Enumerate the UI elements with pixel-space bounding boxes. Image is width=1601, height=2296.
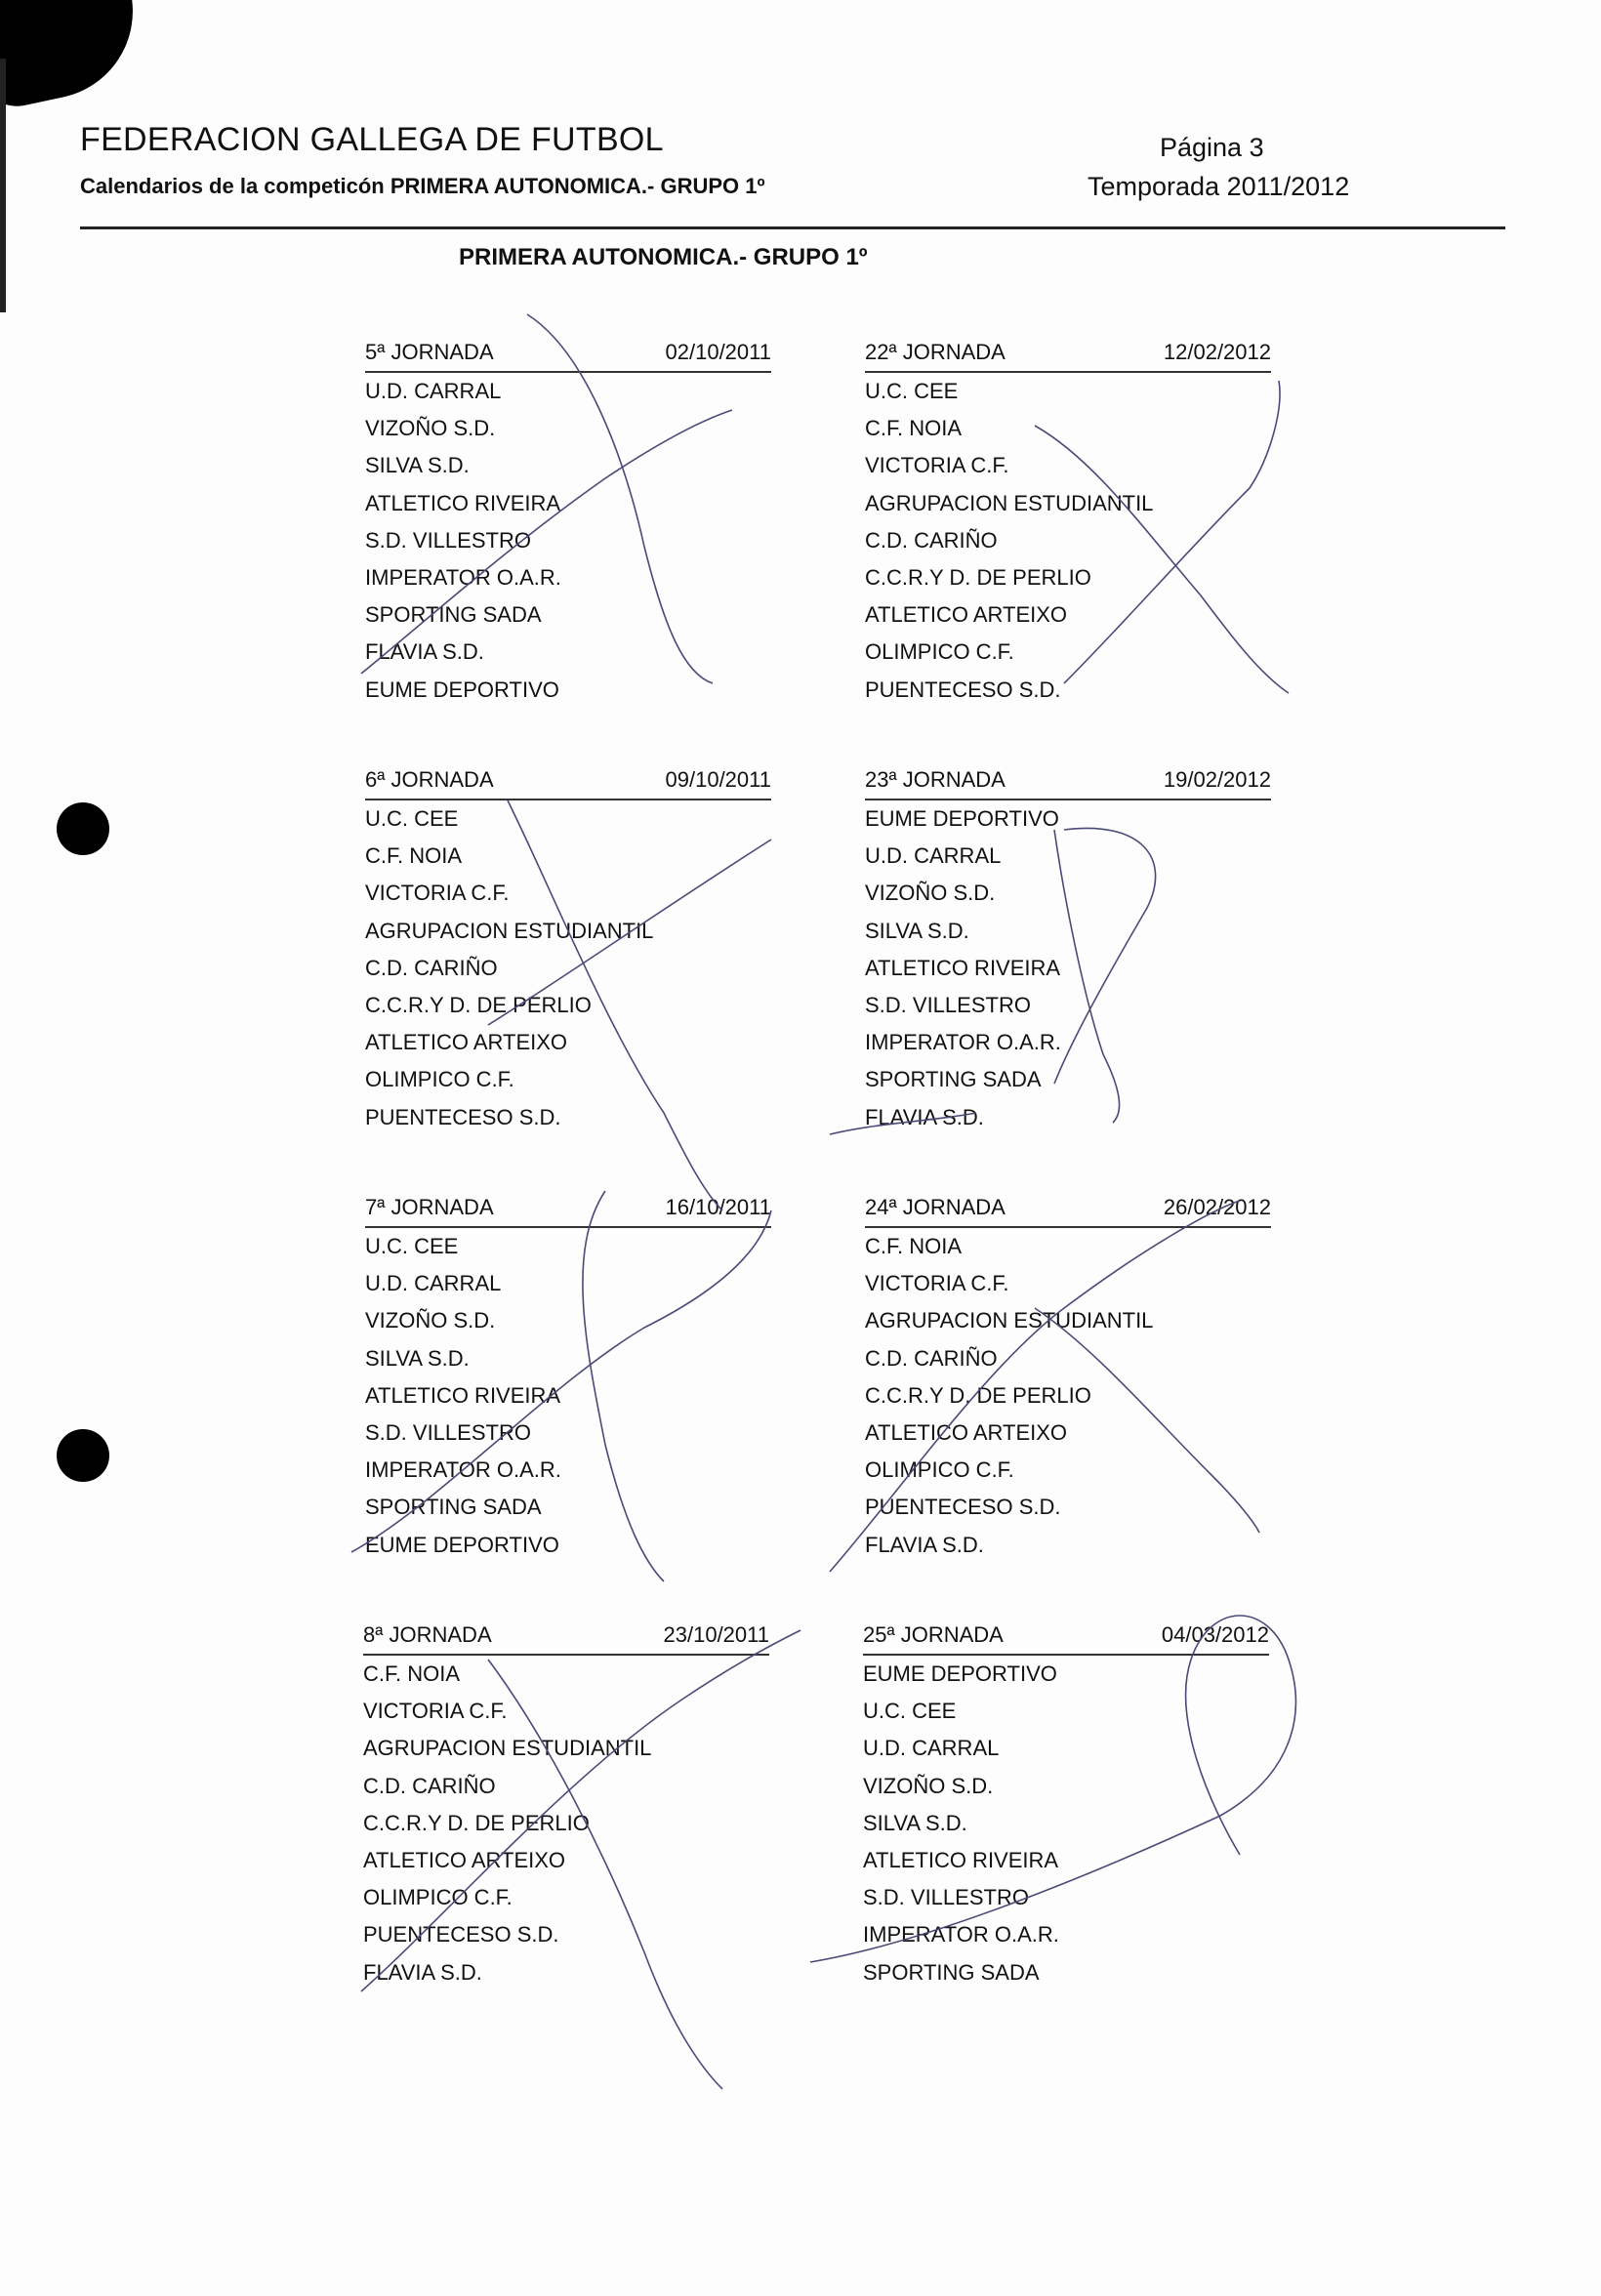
team-name: SILVA S.D.: [863, 1810, 967, 1835]
team-name: C.D. CARIÑO: [865, 527, 998, 553]
team-name: U.C. CEE: [365, 806, 459, 831]
team-name: C.F. NOIA: [363, 1661, 461, 1686]
jornada-date: 12/02/2012: [1163, 340, 1271, 364]
team-name: U.D. CARRAL: [365, 379, 502, 403]
jornada-name: 23ª JORNADA: [865, 767, 1006, 792]
team-name: ATLETICO RIVEIRA: [865, 955, 1061, 980]
jornada-block: [865, 1191, 1271, 1564]
team-name: ATLETICO ARTEIXO: [363, 1847, 566, 1872]
team-name: ATLETICO RIVEIRA: [365, 490, 561, 515]
jornada-date: 04/03/2012: [1161, 1622, 1269, 1647]
team-name: S.D. VILLESTRO: [863, 1885, 1029, 1910]
jornada-name: 6ª JORNADA: [365, 767, 494, 792]
team-name: U.D. CARRAL: [863, 1736, 1000, 1761]
punch-hole: [57, 1429, 109, 1482]
team-name: C.D. CARIÑO: [865, 1345, 998, 1371]
team-name: PUENTECESO S.D.: [865, 676, 1061, 702]
scan-edge: [0, 59, 6, 312]
team-name: OLIMPICO C.F.: [365, 1067, 514, 1092]
team-name: VICTORIA C.F.: [365, 881, 510, 906]
team-name: IMPERATOR O.A.R.: [365, 564, 561, 590]
jornada-date: 16/10/2011: [665, 1195, 771, 1219]
team-name: OLIMPICO C.F.: [865, 1457, 1014, 1483]
team-name: EUME DEPORTIVO: [365, 676, 559, 702]
jornada-date: 26/02/2012: [1163, 1195, 1271, 1219]
jornada-name: 24ª JORNADA: [865, 1195, 1006, 1219]
jornada-block: [363, 1619, 769, 1991]
team-name: VIZOÑO S.D.: [865, 881, 996, 906]
team-name: PUENTECESO S.D.: [865, 1495, 1061, 1520]
jornada-block: [865, 336, 1271, 709]
team-name: SILVA S.D.: [365, 1345, 470, 1371]
jornada-name: 5ª JORNADA: [365, 340, 494, 364]
team-name: AGRUPACION ESTUDIANTIL: [865, 1308, 1154, 1333]
team-name: FLAVIA S.D.: [365, 639, 484, 665]
jornada-date: 19/02/2012: [1163, 767, 1271, 792]
team-name: VICTORIA C.F.: [363, 1699, 508, 1724]
team-name: C.C.R.Y D. DE PERLIO: [865, 564, 1091, 590]
team-list: [365, 800, 771, 1136]
jornada-date: 09/10/2011: [665, 767, 771, 792]
team-name: PUENTECESO S.D.: [365, 1104, 561, 1129]
team-list: [865, 1228, 1271, 1564]
team-name: ATLETICO ARTEIXO: [865, 1419, 1068, 1445]
team-name: VIZOÑO S.D.: [365, 416, 496, 441]
team-name: EUME DEPORTIVO: [865, 806, 1059, 831]
team-name: ATLETICO ARTEIXO: [365, 1030, 568, 1055]
team-name: OLIMPICO C.F.: [865, 639, 1014, 665]
team-name: FLAVIA S.D.: [865, 1104, 984, 1129]
organization-title: FEDERACION GALLEGA DE FUTBOL: [80, 121, 664, 158]
team-name: C.D. CARIÑO: [363, 1773, 496, 1798]
jornada-block: [365, 336, 771, 709]
team-name: SILVA S.D.: [365, 453, 470, 478]
team-name: IMPERATOR O.A.R.: [863, 1922, 1059, 1948]
team-name: C.C.R.Y D. DE PERLIO: [865, 1382, 1091, 1408]
team-name: SPORTING SADA: [365, 1495, 542, 1520]
team-name: FLAVIA S.D.: [363, 1959, 482, 1985]
jornada-block: [865, 763, 1271, 1136]
team-name: PUENTECESO S.D.: [363, 1922, 559, 1948]
team-name: S.D. VILLESTRO: [365, 527, 531, 553]
team-name: U.D. CARRAL: [365, 1271, 502, 1296]
team-name: C.F. NOIA: [865, 1234, 963, 1258]
punch-hole: [57, 802, 109, 855]
jornada-name: 8ª JORNADA: [363, 1622, 492, 1647]
team-name: IMPERATOR O.A.R.: [365, 1457, 561, 1483]
page-number: Página 3: [1160, 133, 1264, 162]
team-name: FLAVIA S.D.: [865, 1532, 984, 1557]
competition-title: PRIMERA AUTONOMICA.- GRUPO 1º: [459, 244, 868, 270]
jornada-block: [863, 1619, 1269, 1991]
team-name: U.C. CEE: [863, 1699, 957, 1724]
jornada-block: [365, 1191, 771, 1564]
team-name: U.C. CEE: [365, 1234, 459, 1258]
header-divider: [80, 226, 1505, 229]
team-name: AGRUPACION ESTUDIANTIL: [865, 490, 1154, 515]
team-name: AGRUPACION ESTUDIANTIL: [365, 918, 654, 943]
jornada-name: 22ª JORNADA: [865, 340, 1006, 364]
jornada-name: 7ª JORNADA: [365, 1195, 494, 1219]
team-name: ATLETICO ARTEIXO: [865, 602, 1068, 628]
team-name: ATLETICO RIVEIRA: [863, 1847, 1059, 1872]
team-name: SPORTING SADA: [365, 602, 542, 628]
team-name: C.C.R.Y D. DE PERLIO: [365, 992, 592, 1017]
team-name: VICTORIA C.F.: [865, 1271, 1009, 1296]
team-list: [863, 1656, 1269, 1991]
team-name: EUME DEPORTIVO: [863, 1661, 1057, 1686]
document-subtitle: Calendarios de la competicón PRIMERA AUTONOMICA.- GRUPO 1º: [80, 174, 765, 198]
team-name: AGRUPACION ESTUDIANTIL: [363, 1736, 652, 1761]
team-name: IMPERATOR O.A.R.: [865, 1030, 1061, 1055]
team-name: VIZOÑO S.D.: [365, 1308, 496, 1333]
jornada-name: 25ª JORNADA: [863, 1622, 1004, 1647]
team-name: C.C.R.Y D. DE PERLIO: [363, 1810, 590, 1835]
team-list: [865, 373, 1271, 709]
team-name: OLIMPICO C.F.: [363, 1885, 513, 1910]
team-name: C.D. CARIÑO: [365, 955, 498, 980]
team-name: U.C. CEE: [865, 379, 959, 403]
team-name: C.F. NOIA: [865, 416, 963, 441]
jornada-date: 02/10/2011: [665, 340, 771, 364]
team-name: S.D. VILLESTRO: [865, 992, 1031, 1017]
jornada-block: [365, 763, 771, 1136]
team-list: [363, 1656, 769, 1991]
jornada-date: 23/10/2011: [663, 1622, 769, 1647]
team-list: [365, 1228, 771, 1564]
team-name: S.D. VILLESTRO: [365, 1419, 531, 1445]
team-name: C.F. NOIA: [365, 843, 463, 869]
team-list: [365, 373, 771, 709]
team-name: U.D. CARRAL: [865, 843, 1002, 869]
team-list: [865, 800, 1271, 1136]
team-name: VIZOÑO S.D.: [863, 1773, 994, 1798]
team-name: SPORTING SADA: [865, 1067, 1042, 1092]
team-name: ATLETICO RIVEIRA: [365, 1382, 561, 1408]
team-name: SPORTING SADA: [863, 1959, 1040, 1985]
team-name: SILVA S.D.: [865, 918, 969, 943]
season-label: Temporada 2011/2012: [1088, 172, 1350, 201]
team-name: EUME DEPORTIVO: [365, 1532, 559, 1557]
scan-blot: [0, 0, 149, 113]
team-name: VICTORIA C.F.: [865, 453, 1009, 478]
